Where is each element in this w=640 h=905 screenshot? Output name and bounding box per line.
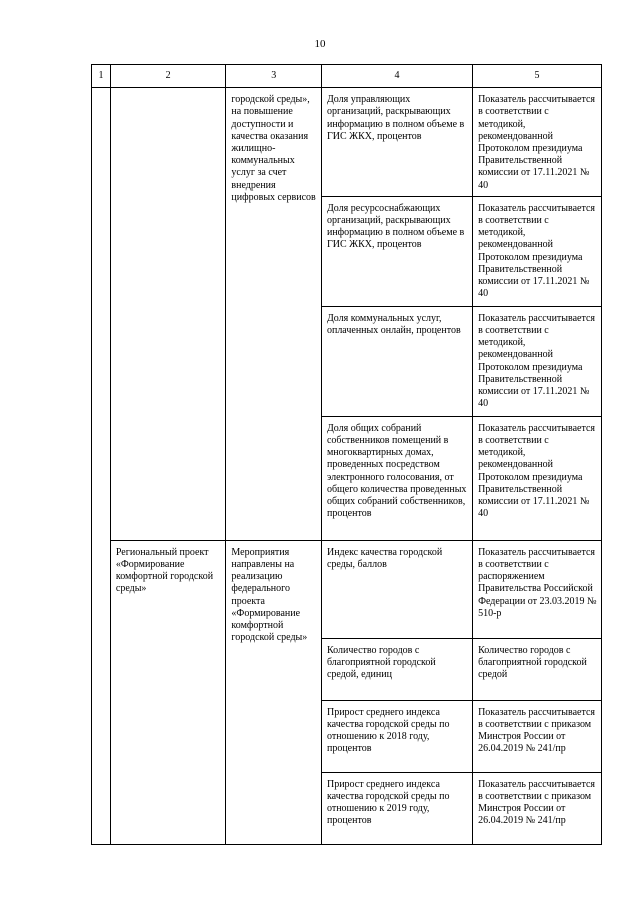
page-number: 10 xyxy=(314,38,326,50)
method-cell: Показатель рассчитывается в соответствии с методикой, рекомендованной Протоколом президиума Правительственной комиссии от 17.11.2021 № 40 xyxy=(473,416,602,540)
method-cell: Показатель рассчитывается в соответствии с методикой, рекомендованной Протоколом президиума Правительственной комиссии от 17.11.2021 № 40 xyxy=(473,306,602,416)
table-row xyxy=(92,88,602,197)
method-cell: Показатель рассчитывается в соответствии с распоряжением Правительства Российской Федерации от 23.03.2019 № 510-р xyxy=(473,540,602,638)
measures-cell: городской среды», на повышение доступности и качества оказания жилищно-коммунальных услуг за счет внедрения цифровых сервисов xyxy=(226,88,322,541)
indicator-cell: Индекс качества городской среды, баллов xyxy=(321,540,472,638)
indicator-cell: Прирост среднего индекса качества городской среды по отношению к 2019 году, процентов xyxy=(321,772,472,844)
indicator-cell: Доля управляющих организаций, раскрывающих информацию в полном объеме в ГИС ЖКХ, процентов xyxy=(321,88,472,197)
indicator-cell: Количество городов с благоприятной городской средой, единиц xyxy=(321,638,472,700)
project-cell xyxy=(110,88,226,541)
table-header-row xyxy=(92,65,602,88)
indicator-cell: Доля общих собраний собственников помещений в многоквартирных домах, проведенных посредством электронного голосования, от общего количества проведенных общих собраний собственников, процентов xyxy=(321,416,472,540)
method-cell: Количество городов с благоприятной городской средой xyxy=(473,638,602,700)
indicator-cell: Доля коммунальных услуг, оплаченных онлайн, процентов xyxy=(321,306,472,416)
col1-cell xyxy=(92,88,111,845)
header-col-3: 3 xyxy=(226,65,322,88)
indicator-cell: Доля ресурсоснабжающих организаций, раскрывающих информацию в полном объеме в ГИС ЖКХ, процентов xyxy=(321,196,472,306)
header-col-2: 2 xyxy=(110,65,226,88)
method-cell: Показатель рассчитывается в соответствии с методикой, рекомендованной Протоколом президиума Правительственной комиссии от 17.11.2021 № 40 xyxy=(473,196,602,306)
project-cell: Региональный проект «Формирование комфортной городской среды» xyxy=(110,540,226,844)
indicator-cell: Прирост среднего индекса качества городской среды по отношению к 2018 году, процентов xyxy=(321,700,472,772)
method-cell: Показатель рассчитывается в соответствии с приказом Минстроя России от 26.04.2019 № 241/пр xyxy=(473,700,602,772)
table-row xyxy=(92,540,602,638)
measures-cell: Мероприятия направлены на реализацию федерального проекта «Формирование комфортной городской среды» xyxy=(226,540,322,844)
method-cell: Показатель рассчитывается в соответствии с приказом Минстроя России от 26.04.2019 № 241/пр xyxy=(473,772,602,844)
indicators-table xyxy=(91,64,602,845)
method-cell: Показатель рассчитывается в соответствии с методикой, рекомендованной Протоколом президиума Правительственной комиссии от 17.11.2021 № 40 xyxy=(473,88,602,197)
header-col-5: 5 xyxy=(473,65,602,88)
header-col-4: 4 xyxy=(321,65,472,88)
header-col-1: 1 xyxy=(92,65,111,88)
